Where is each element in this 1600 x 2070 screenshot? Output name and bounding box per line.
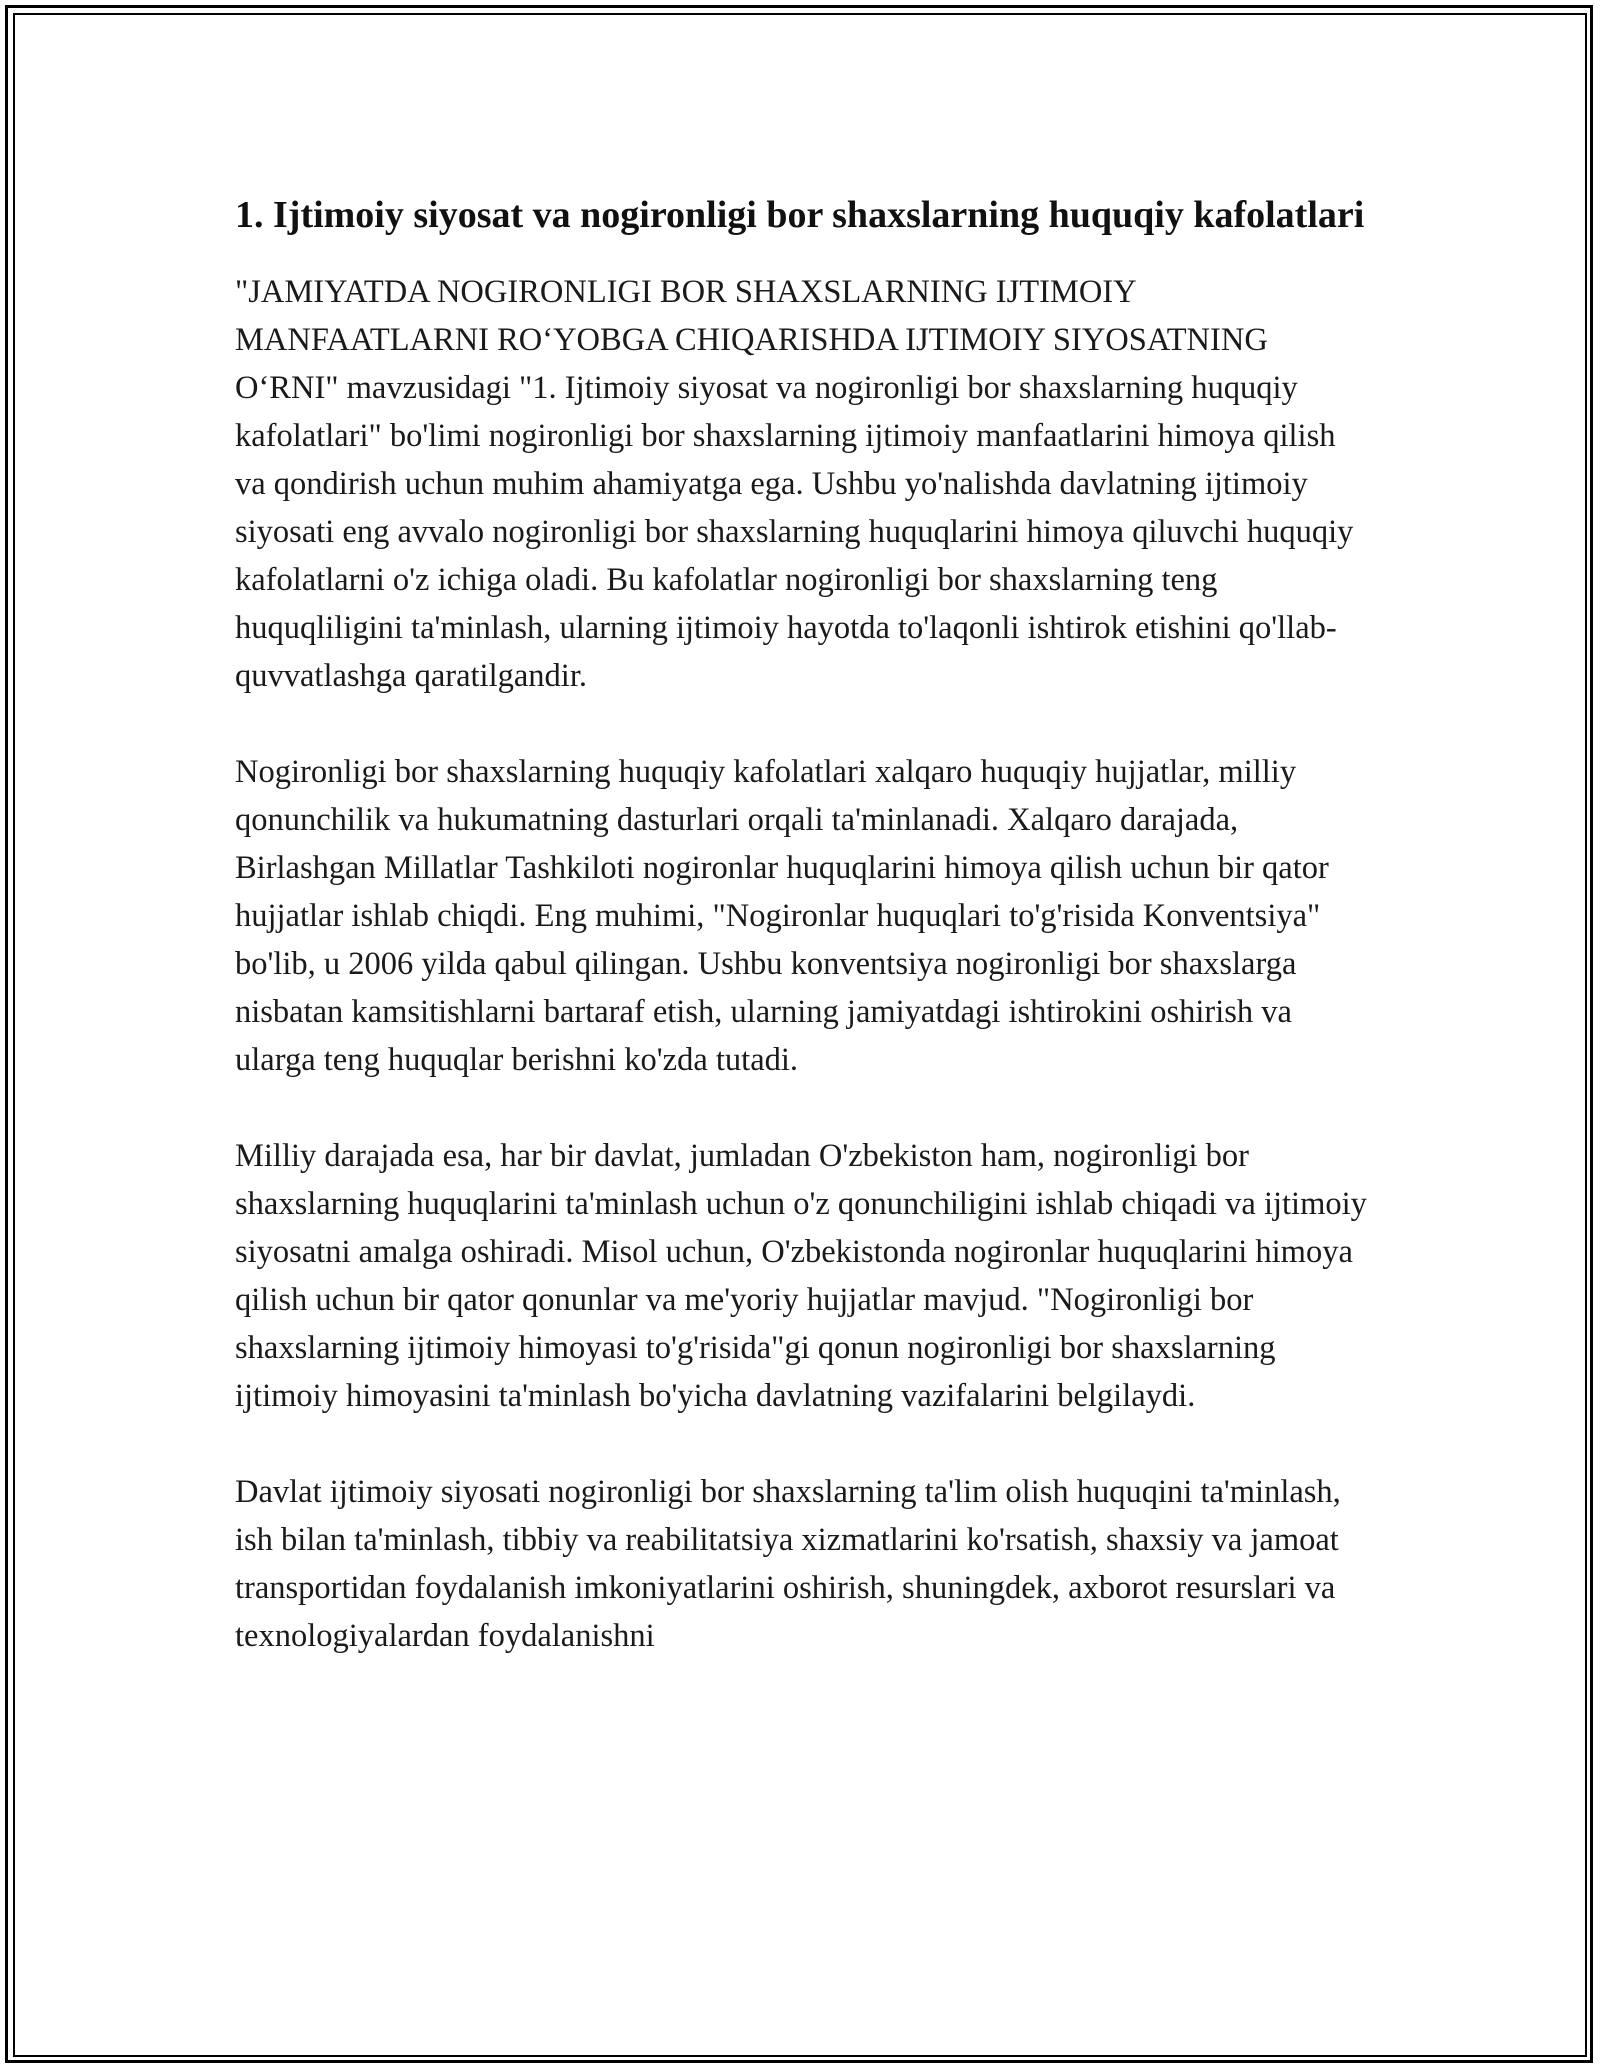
document-body <box>235 188 1370 1708</box>
section-heading: 1. Ijtimoiy siyosat va nogironligi bor shaxslarning huquqiy kafolatlari <box>235 194 1365 236</box>
paragraph-1: "JAMIYATDA NOGIRONLIGI BOR SHAXSLARNING IJTIMOIY MANFAATLARNI RO‘YOBGA CHIQARISHDA IJTIMOIY SIYOSATNING O‘RNI" mavzusidagi "1. Ijtimoiy siyosat va nogironligi bor shaxslarning huquqiy kafolatlari" bo'limi nogironligi bor shaxslarning ijtimoiy manfaatlarini himoya qilish va qondirish uchun muhim ahamiyatga ega. Ushbu yo'nalishda davlatning ijtimoiy siyosati eng avvalo nogironligi bor shaxslarning huquqlarini himoya qiluvchi huquqiy kafolatlarni o'z ichiga oladi. Bu kafolatlar nogironligi bor shaxslarning teng huquqliligini ta'minlash, ularning ijtimoiy hayotda to'laqonli ishtirok etishini qo'llab-quvvatlashga qaratilgandir. <box>235 274 1354 694</box>
paragraph-3: Milliy darajada esa, har bir davlat, jumladan O'zbekiston ham, nogironligi bor shaxslarning huquqlarini ta'minlash uchun o'z qonunchiligini ishlab chiqadi va ijtimoiy siyosatni amalga oshiradi. Misol uchun, O'zbekistonda nogironlar huquqlarini himoya qilish uchun bir qator qonunlar va me'yoriy hujjatlar mavjud. "Nogironligi bor shaxslarning ijtimoiy himoyasi to'g'risida"gi qonun nogironligi bor shaxslarning ijtimoiy himoyasini ta'minlash bo'yicha davlatning vazifalarini belgilaydi. <box>235 1138 1367 1414</box>
paragraph-4: Davlat ijtimoiy siyosati nogironligi bor shaxslarning ta'lim olish huquqini ta'minlash, ish bilan ta'minlash, tibbiy va reabilitatsiya xizmatlarini ko'rsatish, shaxsiy va jamoat transportidan foydalanish imkoniyatlarini oshirish, shuningdek, axborot resurslari va texnologiyalardan foydalanishni <box>235 1474 1341 1654</box>
paragraph-2: Nogironligi bor shaxslarning huquqiy kafolatlari xalqaro huquqiy hujjatlar, milliy qonunchilik va hukumatning dasturlari orqali ta'minlanadi. Xalqaro darajada, Birlashgan Millatlar Tashkiloti nogironlar huquqlarini himoya qilish uchun bir qator hujjatlar ishlab chiqdi. Eng muhimi, "Nogironlar huquqlari to'g'risida Konventsiya" bo'lib, u 2006 yilda qabul qilingan. Ushbu konventsiya nogironligi bor shaxslarga nisbatan kamsitishlarni bartaraf etish, ularning jamiyatdagi ishtirokini oshirish va ularga teng huquqlar berishni ko'zda tutadi. <box>235 754 1329 1078</box>
